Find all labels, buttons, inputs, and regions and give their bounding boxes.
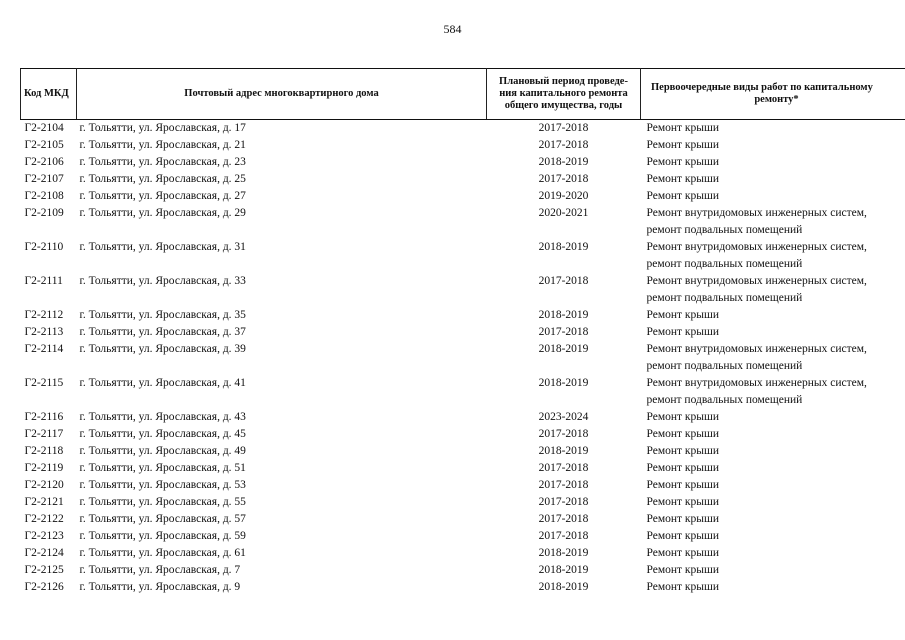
cell-period: 2017-2018 [538,428,589,440]
cell-period: 2018-2019 [538,581,589,593]
cell-code: Г2-2124 [24,547,64,559]
cell-works [641,375,905,409]
cell-address: г. Тольятти, ул. Ярославская, д. 41 [79,377,246,389]
cell-works [641,341,905,375]
works-line: Ремонт крыши [646,547,720,559]
cell-code: Г2-2125 [24,564,64,576]
cell-works [641,579,905,596]
cell-address: г. Тольятти, ул. Ярославская, д. 45 [79,428,246,440]
cell-address: г. Тольятти, ул. Ярославская, д. 37 [79,326,246,338]
works-line: Ремонт крыши [646,496,720,508]
works-line: Ремонт крыши [646,530,720,542]
header-code: Код МКД [21,69,77,120]
works-line: Ремонт внутридомовых инженерных систем, [646,377,867,389]
table-row [21,460,905,477]
cell-works [641,154,905,171]
table-row [21,426,905,443]
works-line: ремонт подвальных помещений [646,394,803,406]
cell-period: 2018-2019 [538,445,589,457]
table-row [21,120,905,138]
cell-code: Г2-2105 [24,139,64,151]
works-line: Ремонт внутридомовых инженерных систем, [646,241,867,253]
table-row [21,477,905,494]
cell-period: 2017-2018 [538,122,589,134]
cell-works [641,171,905,188]
cell-address: г. Тольятти, ул. Ярославская, д. 9 [79,581,241,593]
header-works-line-1: Первоочередные виды работ по капитальному [651,82,873,93]
cell-period: 2017-2018 [538,275,589,287]
cell-address: г. Тольятти, ул. Ярославская, д. 33 [79,275,246,287]
cell-code: Г2-2107 [24,173,64,185]
cell-period: 2023-2024 [538,411,589,423]
cell-works [641,239,905,273]
table-row [21,137,905,154]
table-row [21,171,905,188]
cell-address: г. Тольятти, ул. Ярославская, д. 27 [79,190,246,202]
cell-address: г. Тольятти, ул. Ярославская, д. 61 [79,547,246,559]
cell-address: г. Тольятти, ул. Ярославская, д. 49 [79,445,246,457]
cell-code: Г2-2104 [24,122,64,134]
table-body [21,120,905,597]
works-line: Ремонт крыши [646,411,720,423]
cell-period: 2017-2018 [538,462,589,474]
header-address: Почтовый адрес многоквартирного дома [77,69,487,120]
works-line: ремонт подвальных помещений [646,292,803,304]
cell-address: г. Тольятти, ул. Ярославская, д. 31 [79,241,246,253]
capital-repair-table [20,68,905,596]
cell-address: г. Тольятти, ул. Ярославская, д. 25 [79,173,246,185]
works-line: Ремонт крыши [646,513,720,525]
cell-code: Г2-2112 [24,309,64,321]
works-line: Ремонт крыши [646,190,720,202]
cell-address: г. Тольятти, ул. Ярославская, д. 29 [79,207,246,219]
cell-period: 2019-2020 [538,190,589,202]
cell-period: 2018-2019 [538,309,589,321]
cell-period: 2018-2019 [538,241,589,253]
header-works [641,69,905,120]
cell-period: 2017-2018 [538,496,589,508]
cell-period: 2018-2019 [538,377,589,389]
cell-code: Г2-2122 [24,513,64,525]
cell-works [641,511,905,528]
cell-period: 2018-2019 [538,343,589,355]
cell-period: 2017-2018 [538,530,589,542]
table-row [21,409,905,426]
cell-code: Г2-2126 [24,581,64,593]
header-period [487,69,641,120]
cell-works [641,528,905,545]
table-row [21,239,905,273]
works-line: Ремонт крыши [646,445,720,457]
works-line: Ремонт крыши [646,139,720,151]
cell-code: Г2-2116 [24,411,64,423]
cell-code: Г2-2115 [24,377,64,389]
cell-code: Г2-2120 [24,479,64,491]
works-line: Ремонт крыши [646,581,720,593]
cell-period: 2018-2019 [538,547,589,559]
works-line: Ремонт крыши [646,122,720,134]
cell-works [641,307,905,324]
cell-period: 2017-2018 [538,173,589,185]
cell-period: 2018-2019 [538,156,589,168]
cell-code: Г2-2113 [24,326,64,338]
cell-works [641,443,905,460]
cell-address: г. Тольятти, ул. Ярославская, д. 59 [79,530,246,542]
cell-address: г. Тольятти, ул. Ярославская, д. 53 [79,479,246,491]
cell-address: г. Тольятти, ул. Ярославская, д. 23 [79,156,246,168]
cell-works [641,562,905,579]
cell-works [641,188,905,205]
cell-period: 2017-2018 [538,326,589,338]
cell-code: Г2-2106 [24,156,64,168]
cell-works [641,494,905,511]
cell-address: г. Тольятти, ул. Ярославская, д. 51 [79,462,246,474]
page-number: 584 [443,22,462,36]
cell-period: 2018-2019 [538,564,589,576]
cell-code: Г2-2110 [24,241,64,253]
cell-works [641,409,905,426]
table-row [21,562,905,579]
cell-code: Г2-2114 [24,343,64,355]
works-line: Ремонт крыши [646,173,720,185]
table-row [21,341,905,375]
table-row [21,205,905,239]
table-row [21,545,905,562]
works-line: ремонт подвальных помещений [646,360,803,372]
cell-code: Г2-2117 [24,428,64,440]
header-works-line-2: ремонту* [754,94,799,105]
works-line: Ремонт внутридомовых инженерных систем, [646,343,867,355]
works-line: Ремонт крыши [646,326,720,338]
works-line: Ремонт крыши [646,309,720,321]
cell-works [641,545,905,562]
works-line: ремонт подвальных помещений [646,258,803,270]
table-header [21,69,905,120]
cell-code: Г2-2123 [24,530,64,542]
table-row [21,494,905,511]
cell-address: г. Тольятти, ул. Ярославская, д. 35 [79,309,246,321]
cell-address: г. Тольятти, ул. Ярославская, д. 43 [79,411,246,423]
cell-code: Г2-2109 [24,207,64,219]
cell-period: 2017-2018 [538,513,589,525]
table-row [21,528,905,545]
cell-code: Г2-2118 [24,445,64,457]
table-row [21,443,905,460]
cell-works [641,477,905,494]
header-period-line-1: Плановый период проведе- [499,76,628,87]
table-row [21,511,905,528]
works-line: Ремонт крыши [646,564,720,576]
works-line: Ремонт внутридомовых инженерных систем, [646,207,867,219]
cell-address: г. Тольятти, ул. Ярославская, д. 57 [79,513,246,525]
works-line: Ремонт внутридомовых инженерных систем, [646,275,867,287]
works-line: Ремонт крыши [646,156,720,168]
works-line: ремонт подвальных помещений [646,224,803,236]
cell-period: 2017-2018 [538,479,589,491]
cell-address: г. Тольятти, ул. Ярославская, д. 17 [79,122,246,134]
works-line: Ремонт крыши [646,479,720,491]
cell-code: Г2-2111 [24,275,63,287]
cell-period: 2017-2018 [538,139,589,151]
cell-works [641,273,905,307]
cell-code: Г2-2119 [24,462,64,474]
header-period-line-2: ния капитального ремонта [499,88,628,99]
table-row [21,307,905,324]
cell-address: г. Тольятти, ул. Ярославская, д. 39 [79,343,246,355]
table-row [21,375,905,409]
table-row [21,579,905,596]
cell-address: г. Тольятти, ул. Ярославская, д. 21 [79,139,246,151]
cell-works [641,205,905,239]
cell-address: г. Тольятти, ул. Ярославская, д. 55 [79,496,246,508]
cell-works [641,460,905,477]
cell-address: г. Тольятти, ул. Ярославская, д. 7 [79,564,241,576]
works-line: Ремонт крыши [646,428,720,440]
table-row [21,273,905,307]
cell-works [641,324,905,341]
table-row [21,154,905,171]
cell-works [641,426,905,443]
header-period-line-3: общего имущества, годы [504,100,623,111]
table-row [21,324,905,341]
cell-code: Г2-2121 [24,496,64,508]
cell-works [641,120,905,138]
cell-period: 2020-2021 [538,207,589,219]
table-row [21,188,905,205]
cell-code: Г2-2108 [24,190,64,202]
works-line: Ремонт крыши [646,462,720,474]
cell-works [641,137,905,154]
